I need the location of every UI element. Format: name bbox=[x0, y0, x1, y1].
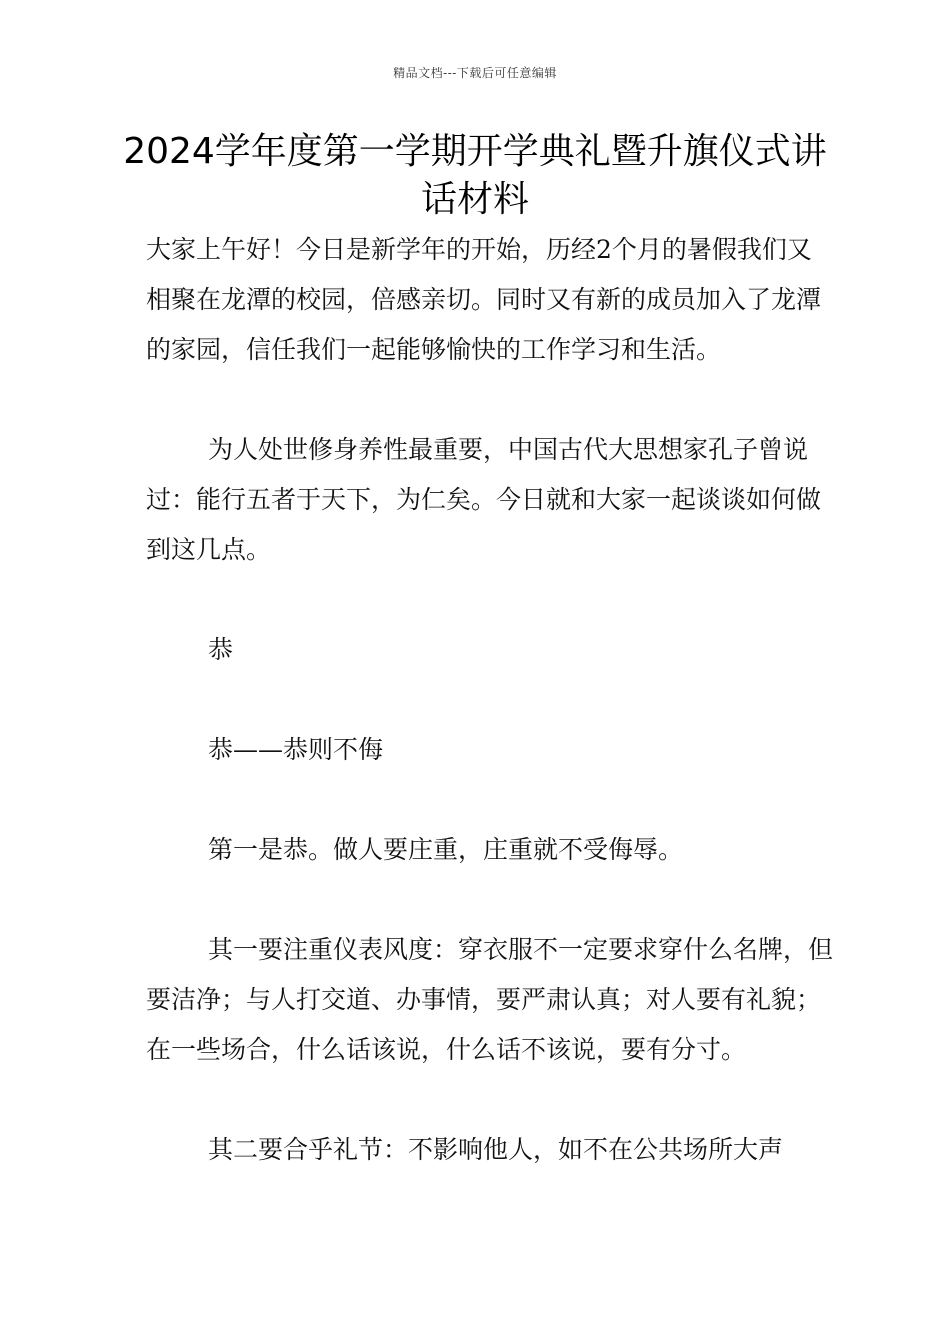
paragraph-point-one: 第一是恭。做人要庄重，庄重就不受侮辱。 bbox=[208, 835, 684, 864]
section-subheading-gong: 恭——恭则不侮 bbox=[208, 735, 384, 764]
paragraph-greeting: 大家上午好！今日是新学年的开始，历经2个月的暑假我们又相聚在龙潭的校园，倍感亲切。同时又有新的成员加入了龙潭的家园，信任我们一起能够愉快的工作学习和生活。 bbox=[146, 235, 822, 364]
section-heading-gong: 恭 bbox=[208, 635, 234, 664]
document-body bbox=[146, 225, 836, 1175]
paragraph-appearance: 其一要注重仪表风度：穿衣服不一定要求穿什么名牌，但要洁净；与人打交道、办事情，要严肃认真；对人要有礼貌；在一些场合，什么话该说，什么话不该说，要有分寸。 bbox=[146, 935, 834, 1064]
document-title: 2024学年度第一学期开学典礼暨升旗仪式讲话材料 bbox=[123, 131, 827, 220]
paragraph-etiquette: 其二要合乎礼节：不影响他人，如不在公共场所大声 bbox=[208, 1135, 784, 1164]
page-header-note: 精品文档---下载后可任意编辑 bbox=[393, 66, 557, 80]
paragraph-intro: 为人处世修身养性最重要，中国古代大思想家孔子曾说过：能行五者于天下，为仁矣。今日就和大家一起谈谈如何做到这几点。 bbox=[146, 435, 822, 564]
